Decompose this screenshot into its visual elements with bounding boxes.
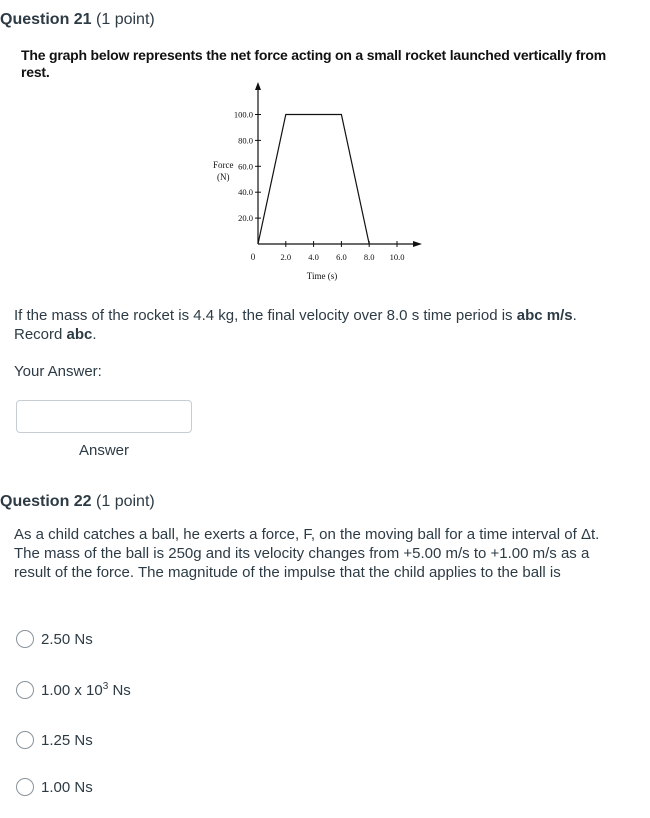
y-axis-label-line2: (N) <box>217 172 230 182</box>
question-21-stem: The graph below represents the net force acting on a small rocket launched vertically from rest. <box>21 47 606 80</box>
q21-text-end: . <box>92 326 97 343</box>
q21-text-middle: . Record <box>14 307 577 343</box>
y-tick-label: 100.0 <box>233 109 253 120</box>
question-22-text: As a child catches a ball, he exerts a force, F, on the moving ball for a time interval of Δt. The mass of the ball is 250g and its velocity changes from +5.00 m/s to +1.00 m/s as a result of the force. The magnitude of the impulse that the child applies to the ball is <box>14 526 600 581</box>
x-axis-label: Time (s) <box>306 271 338 281</box>
x-axis-arrow <box>413 241 422 247</box>
option-2-50-ns[interactable] <box>16 630 93 648</box>
option-label: 1.25 Ns <box>41 731 93 749</box>
radio-button[interactable] <box>16 778 34 796</box>
force-line <box>258 115 369 245</box>
y-tick-label: 60.0 <box>238 161 253 172</box>
q21-text-bold-unit: abc m/s <box>516 307 573 324</box>
x-tick-label: 8.0 <box>363 252 375 262</box>
radio-button[interactable] <box>16 630 34 648</box>
your-answer-label: Your Answer: <box>14 363 102 380</box>
x-tick-label: 6.0 <box>336 252 347 262</box>
x-tick-label: 2.0 <box>280 252 292 262</box>
answer-input[interactable] <box>16 400 192 433</box>
option-1-25-ns[interactable] <box>16 731 93 749</box>
y-tick-label: 20.0 <box>238 213 253 224</box>
q21-text-before: If the mass of the rocket is 4.4 kg, the final velocity over 8.0 s time period is <box>14 307 517 324</box>
y-tick-label: 80.0 <box>238 135 253 146</box>
question-number: Question 21 <box>0 11 92 28</box>
option-1-00-x-10-3-ns[interactable] <box>16 681 131 699</box>
question-number: Question 22 <box>0 493 92 510</box>
radio-button[interactable] <box>16 731 34 749</box>
force-time-graph <box>195 78 435 288</box>
radio-button[interactable] <box>16 681 34 699</box>
y-axis-arrow <box>255 82 261 90</box>
option-label: 1.00 Ns <box>41 778 93 796</box>
x-tick-label: 4.0 <box>308 252 319 262</box>
question-22-header <box>0 493 155 511</box>
question-21-text <box>14 306 624 344</box>
x-tick-label: 10.0 <box>389 252 405 262</box>
option-label: 2.50 Ns <box>41 630 93 648</box>
option-1-00-ns[interactable] <box>16 778 93 796</box>
answer-caption: Answer <box>79 442 130 459</box>
option-label: 1.00 x $10^3$ Ns <box>41 681 131 699</box>
question-points: (1 point) <box>96 11 155 28</box>
y-axis-label-line1: Force <box>213 160 234 170</box>
origin-label: 0 <box>250 252 256 262</box>
y-tick-label: 40.0 <box>238 187 253 198</box>
q21-text-bold-abc: abc <box>66 326 93 343</box>
question-21-header <box>0 11 155 29</box>
force-time-graph-svg <box>195 78 435 288</box>
question-points: (1 point) <box>96 493 155 510</box>
